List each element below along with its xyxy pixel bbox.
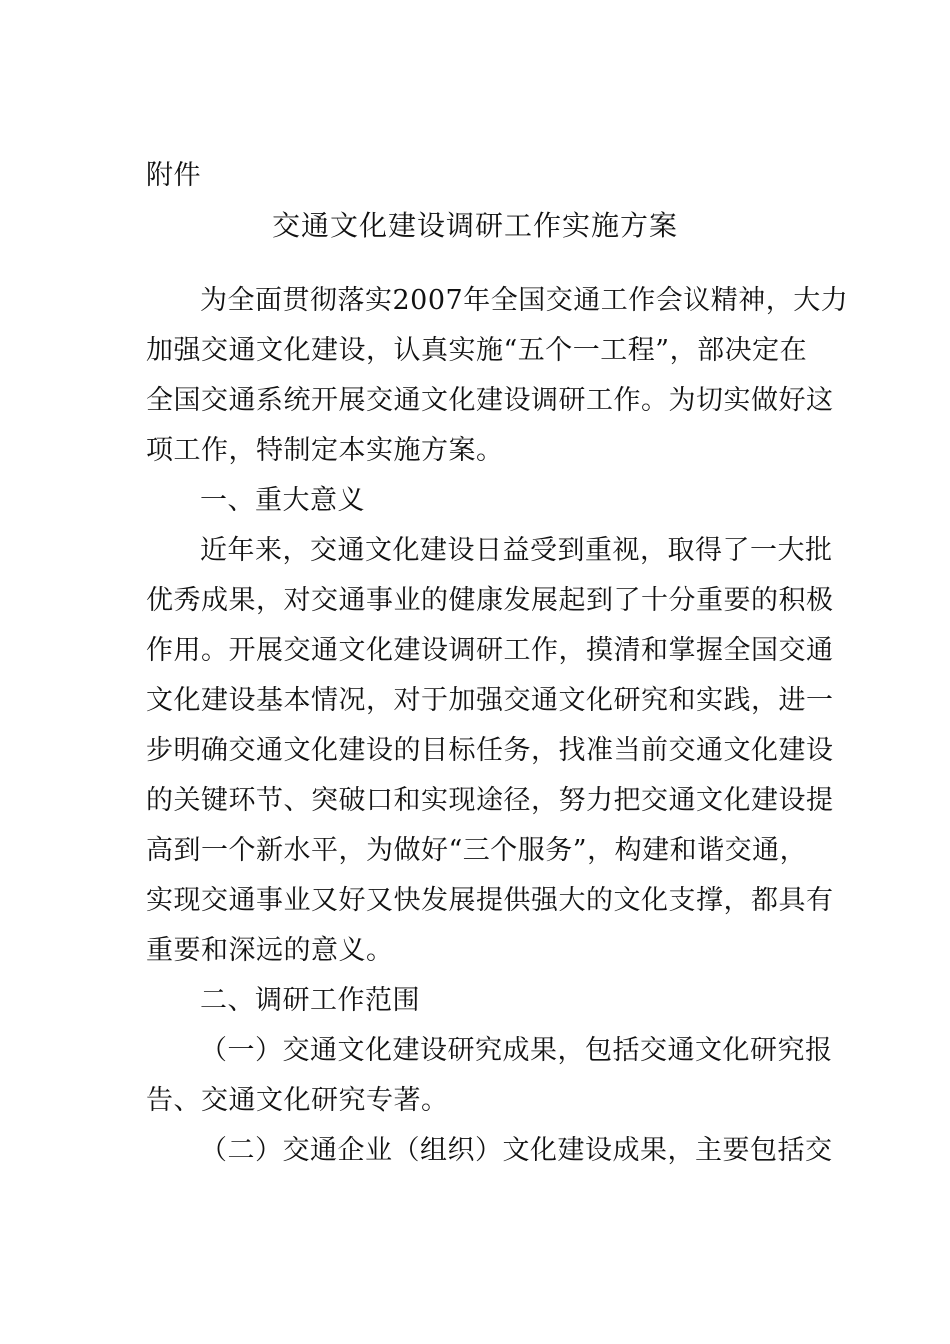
body-line: 近年来，交通文化建设日益受到重视，取得了一大批 — [200, 535, 833, 566]
body-line: 全国交通系统开展交通文化建设调研工作。为切实做好这 — [146, 385, 834, 416]
body-line: 项工作，特制定本实施方案。 — [146, 435, 504, 466]
body-line: 为全面贯彻落实2007年全国交通工作会议精神，大力 — [200, 285, 849, 316]
body-line: 加强交通文化建设，认真实施“五个一工程”，部决定在 — [146, 335, 808, 366]
document-title: 交通文化建设调研工作实施方案 — [271, 209, 678, 242]
attachment-label: 附件 — [146, 160, 201, 191]
section-heading: 二、调研工作范围 — [200, 985, 420, 1016]
section-heading: 一、重大意义 — [200, 485, 365, 516]
body-line: 步明确交通文化建设的目标任务，找准当前交通文化建设 — [146, 735, 834, 766]
body-line: 优秀成果，对交通事业的健康发展起到了十分重要的积极 — [146, 585, 834, 616]
body-line: （一）交通文化建设研究成果，包括交通文化研究报 — [200, 1035, 833, 1066]
body-line: 实现交通事业又好又快发展提供强大的文化支撑，都具有 — [146, 885, 834, 916]
body-line: 高到一个新水平，为做好“三个服务”，构建和谐交通， — [146, 835, 808, 866]
body-line: 作用。开展交通文化建设调研工作，摸清和掌握全国交通 — [146, 635, 834, 666]
body-line: 告、交通文化研究专著。 — [146, 1085, 449, 1116]
body-line: 文化建设基本情况，对于加强交通文化研究和实践，进一 — [146, 685, 834, 716]
body-line: 重要和深远的意义。 — [146, 935, 394, 966]
body-line: （二）交通企业（组织）文化建设成果，主要包括交 — [200, 1135, 833, 1166]
body-line: 的关键环节、突破口和实现途径，努力把交通文化建设提 — [146, 785, 834, 816]
